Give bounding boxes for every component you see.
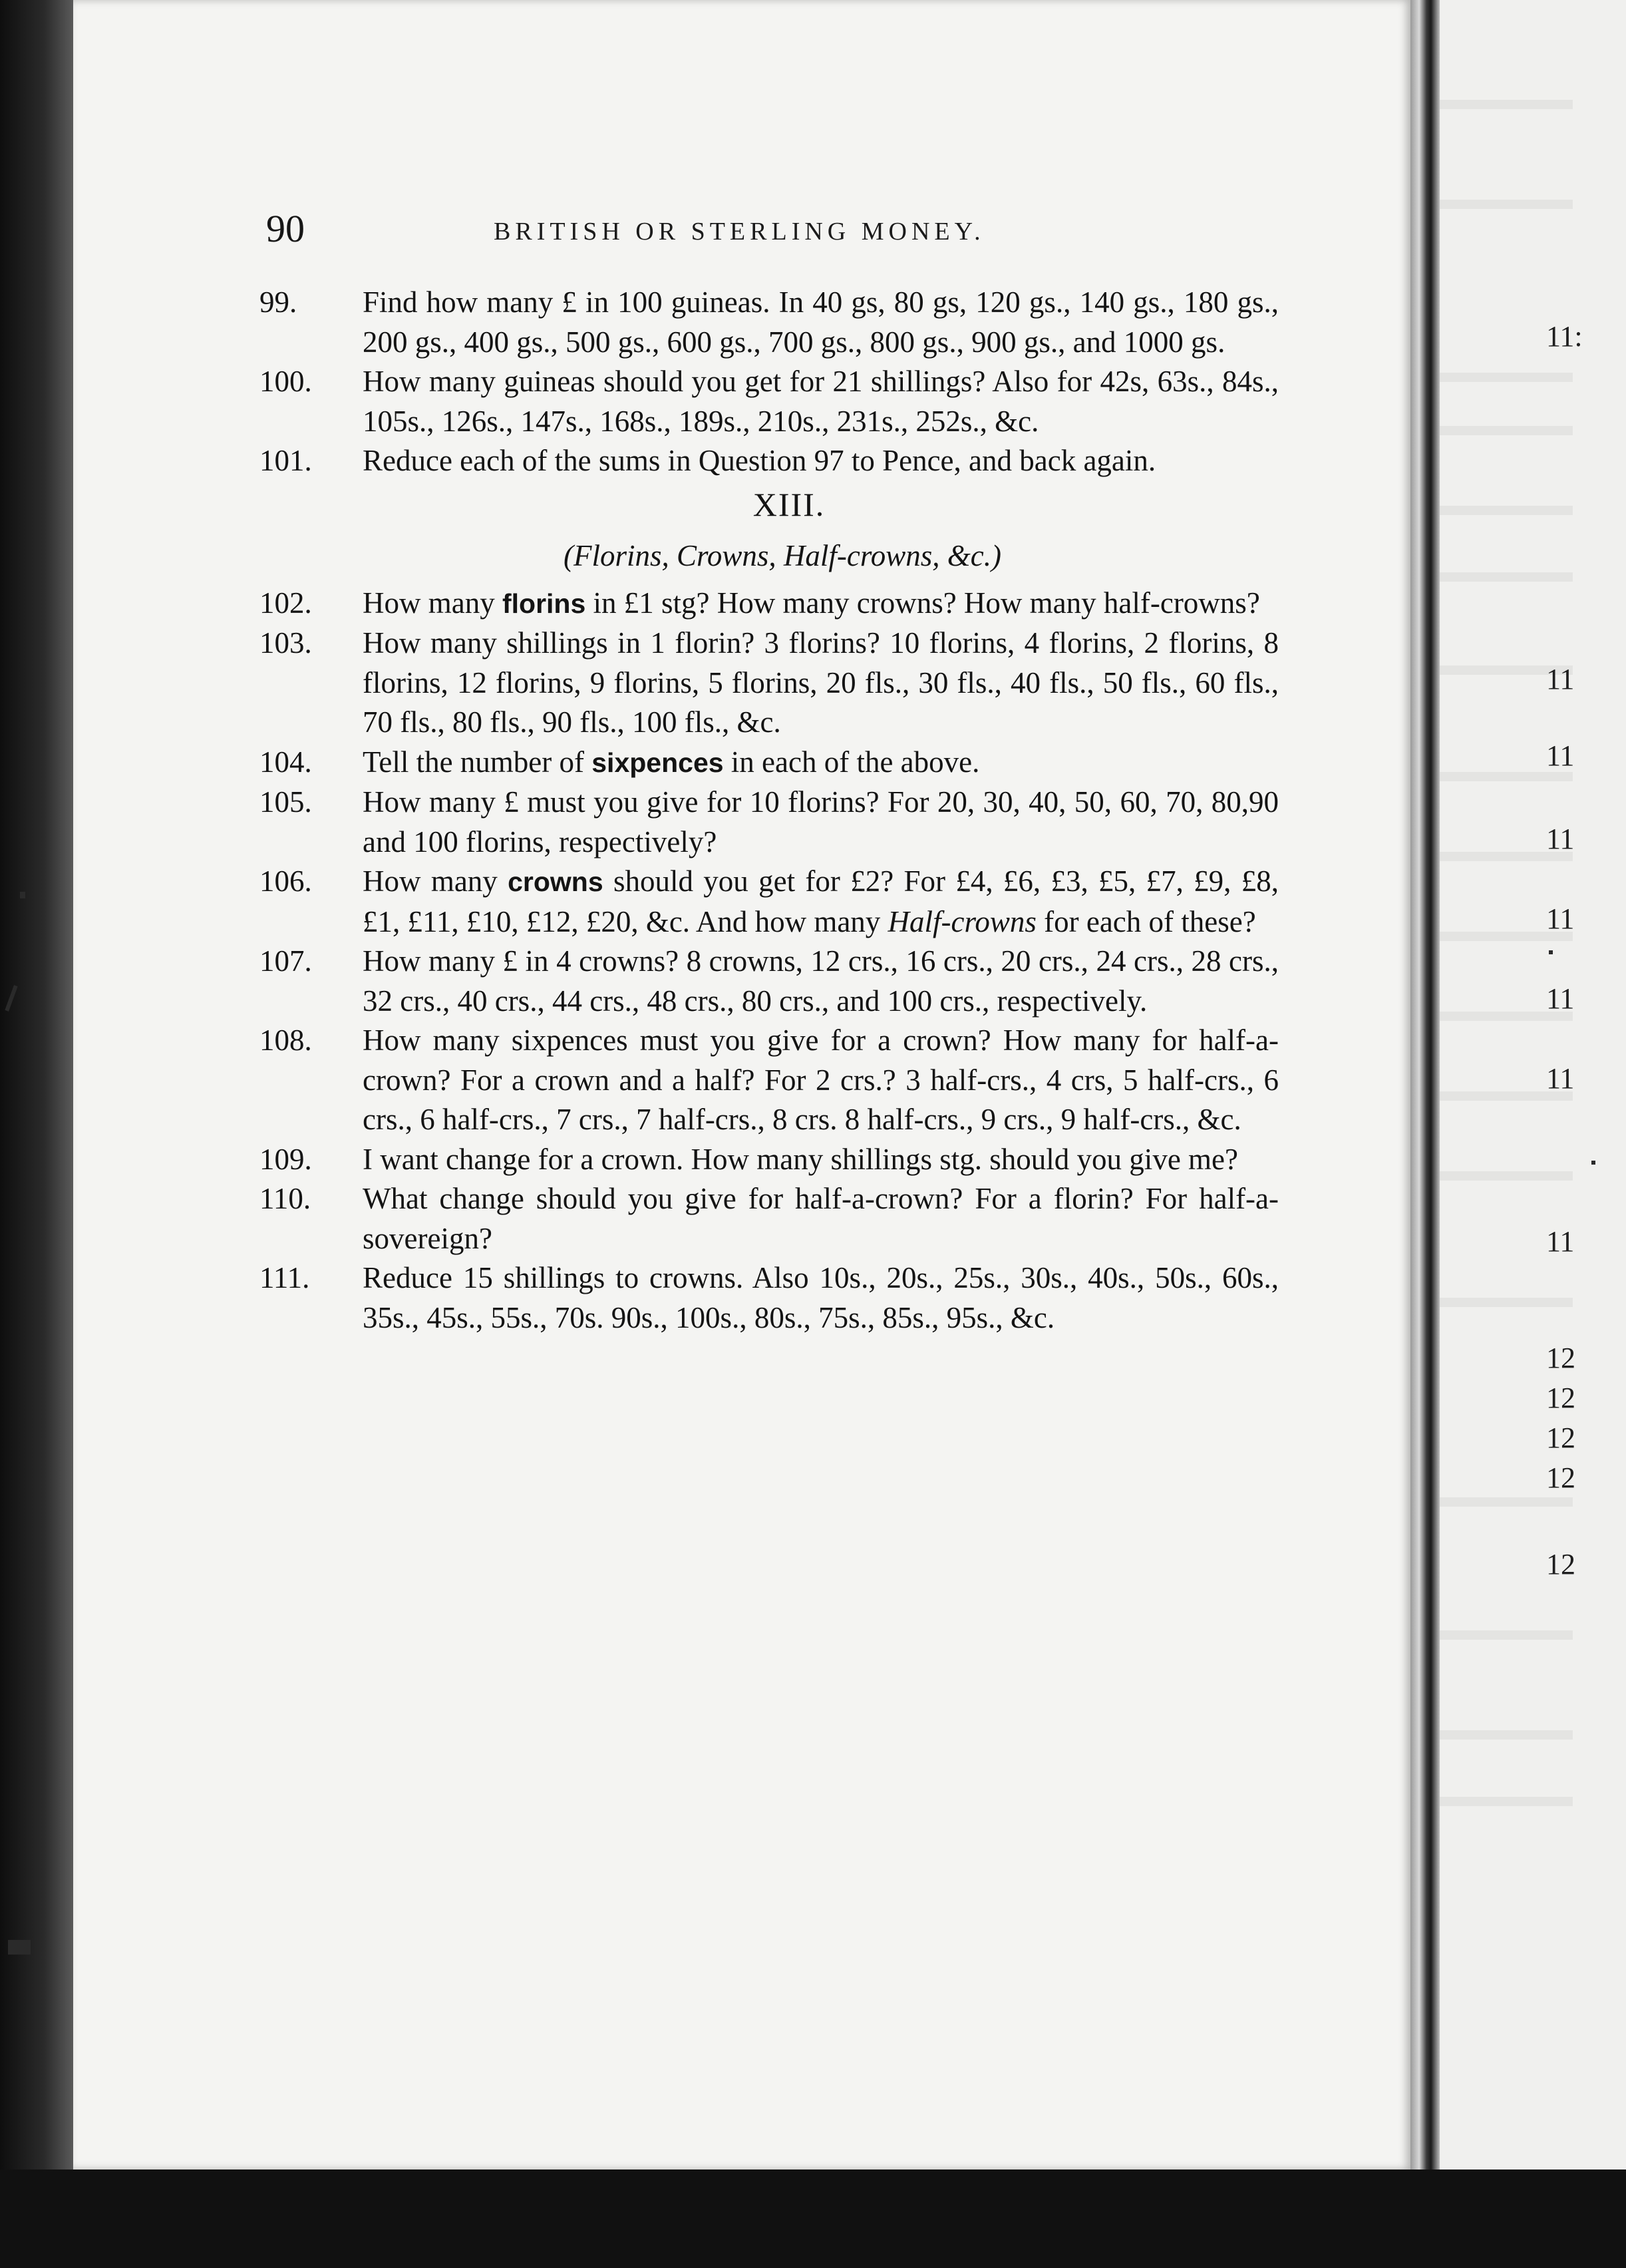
page-number: 90 [266,207,305,250]
text-run: I want change for a crown. How many shillings stg. should you give me? [363,1142,1238,1176]
text-run: Reduce each of the sums in Question 97 to Pence, and back again. [363,444,1156,477]
facing-page-fragment: 12 [1546,1548,1575,1581]
show-through-line [1440,426,1573,435]
text-run: should you get for £2? For £4, £6, £3, £5, £7, £9, £8, £1, £11, £10, £12, £20, &c. And how many [363,864,1279,938]
question-text [363,624,1279,743]
facing-page-fragment: 11 [1546,1062,1575,1095]
text-run: Find how many £ in 100 guineas. In 40 gs, 80 gs, 120 gs., 140 gs., 180 gs., 200 gs., 400 gs., 500 gs., 600 gs., 700 gs., 800 gs., 900 gs., and 1000 gs. [363,285,1279,359]
question-list-before [259,283,1279,481]
facing-page-fragment: 11 [1546,1225,1575,1258]
question-text [363,862,1279,942]
question-text [363,783,1279,862]
question-number: 101. [259,444,312,477]
show-through-line [1440,1298,1573,1307]
bold-term: crowns [508,866,603,897]
question-number: 109. [259,1142,312,1176]
section-heading: XIII. [752,485,826,523]
question-item [259,283,1279,362]
question-item [259,362,1279,441]
question-text [363,1258,1279,1338]
question-number: 106. [259,864,312,898]
margin-speck [1591,1161,1595,1165]
section-subtitle [259,528,1279,584]
facing-page-fragment: 12 [1546,1342,1575,1374]
text-run: What change should you give for half-a-crown? For a florin? For half-a-sovereign? [363,1182,1279,1255]
text-run: How many [363,864,508,898]
bold-term: florins [502,588,586,619]
question-item [259,783,1279,862]
question-item [259,1140,1279,1180]
question-text [363,743,1279,783]
question-item [259,942,1279,1021]
question-text [363,1021,1279,1140]
question-number: 104. [259,745,312,779]
show-through-line [1440,1797,1573,1806]
question-number: 99. [259,285,297,319]
text-run: How many £ must you give for 10 florins? For 20, 30, 40, 50, 60, 70, 80,90 and 100 florins, respectively? [363,785,1279,858]
question-item [259,743,1279,783]
facing-page-edge [1440,0,1626,2170]
italic-term: Half-crowns [888,904,1037,938]
facing-page-fragment: 12 [1546,1461,1575,1494]
text-run: How many sixpences must you give for a crown? How many for half-a-crown? For a crown and a half? For 2 crs.? 3 half-crs., 4 crs, 5 half-crs., 6 crs., 6 half-crs., 7 crs., 7 half-crs., 8 crs. 8 half-crs., 9 crs., 9 half-crs., &c. [363,1024,1279,1136]
margin-speck [1549,950,1553,954]
facing-page-fragment: 11 [1546,739,1575,772]
show-through-line [1440,772,1573,781]
question-text [363,283,1279,362]
question-text [363,1140,1279,1180]
page-body [259,283,1279,1338]
question-number: 105. [259,785,312,819]
question-text [363,441,1279,481]
question-list-after [259,584,1279,1338]
question-item [259,1021,1279,1140]
show-through-line [1440,1630,1573,1640]
facing-page-fragment: 11 [1546,663,1575,695]
question-number: 108. [259,1024,312,1057]
question-item [259,624,1279,743]
text-run: for each of these? [1036,904,1256,938]
question-number: 100. [259,365,312,398]
facing-page-fragment: 12 [1546,1382,1575,1414]
subtitle-close-paren: ) [991,538,1001,572]
subtitle-text: Florins, Crowns, Half-crowns, &c. [573,538,991,572]
text-run: Tell the number of [363,745,592,779]
subtitle-open-paren: ( [564,538,574,572]
bold-term: sixpences [591,747,724,778]
running-header [266,206,1277,253]
show-through-line [1440,100,1573,109]
question-number: 107. [259,944,312,978]
facing-page-fragment: 11: [1546,320,1583,353]
question-item [259,441,1279,481]
question-text [363,942,1279,1021]
facing-page-fragment: 11 [1546,902,1575,935]
question-item [259,1179,1279,1258]
text-run: How many [363,586,502,620]
text-run: Reduce 15 shillings to crowns. Also 10s., 20s., 25s., 30s., 40s., 50s., 60s., 35s., 45s., 55s., 70s. 90s., 100s., 80s., 75s., 85s., 95s., &c. [363,1261,1279,1334]
facing-page-fragment: 11 [1546,823,1575,855]
book-gutter [1410,0,1440,2170]
show-through-line [1440,572,1573,582]
text-run: How many £ in 4 crowns? 8 crowns, 12 crs., 16 crs., 20 crs., 24 crs., 28 crs., 32 crs., 40 crs., 44 crs., 48 crs., 80 crs., and 100 crs., respectively. [363,944,1279,1018]
question-number: 110. [259,1182,311,1215]
text-run: in £1 stg? How many crowns? How many half-crowns? [585,586,1260,620]
text-run: How many guineas should you get for 21 shillings? Also for 42s, 63s., 84s., 105s., 126s., 147s., 168s., 189s., 210s., 231s., 252s., &c. [363,365,1279,438]
running-title: BRITISH OR STERLING MONEY. [494,218,985,246]
facing-page-fragment: 12 [1546,1421,1575,1454]
question-number: 102. [259,586,312,620]
question-text [363,584,1279,624]
show-through-line [1440,1730,1573,1740]
text-run: in each of the above. [723,745,980,779]
question-text [363,1179,1279,1258]
question-number: 103. [259,626,312,660]
show-through-line [1440,1171,1573,1181]
question-number: 111. [259,1261,310,1294]
text-run: How many shillings in 1 florin? 3 florins? 10 florins, 4 florins, 2 florins, 8 florins, 12 florins, 9 florins, 5 florins, 20 fls., 30 fls., 40 fls., 50 fls., 60 fls., 70 fls., 80 fls., 90 fls., 100 fls., &c. [363,626,1279,739]
question-text [363,362,1279,441]
show-through-line [1440,373,1573,382]
scan-bottom-border [0,2170,1626,2268]
facing-page-fragment: 11 [1546,982,1575,1015]
question-item [259,862,1279,942]
question-item [259,584,1279,624]
margin-speck [8,1940,31,1955]
margin-speck [20,892,25,898]
question-item [259,1258,1279,1338]
show-through-line [1440,506,1573,515]
scan-left-border [0,0,73,2268]
show-through-line [1440,200,1573,209]
show-through-line [1440,1497,1573,1507]
